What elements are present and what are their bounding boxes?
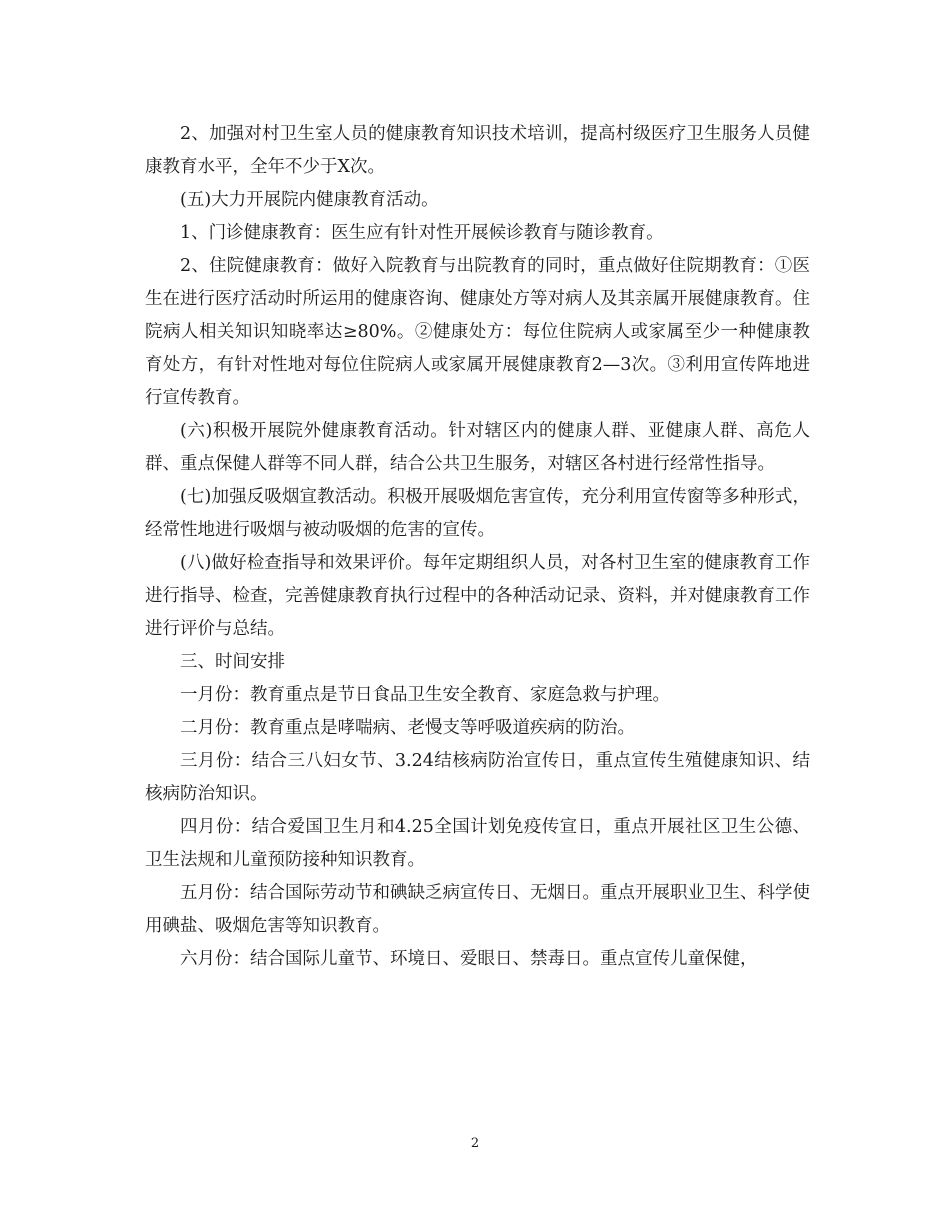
section-heading: 三、时间安排 (180, 652, 285, 672)
paragraph: 2、加强对村卫生室人员的健康教育知识技术培训，提高村级医疗卫生服务人员健康教育水平，全年不少于X次。 (145, 124, 810, 177)
paragraph: 六月份：结合国际儿童节、环境日、爱眼日、禁毒日。重点宣传儿童保健， (180, 949, 758, 969)
paragraph: 五月份：结合国际劳动节和碘缺乏病宣传日、无烟日。重点开展职业卫生、科学使用碘盐、吸烟危害等知识教育。 (145, 883, 810, 936)
page-number: 2 (470, 1136, 480, 1151)
paragraph: 三月份：结合三八妇女节、3.24结核病防治宣传日，重点宣传生殖健康知识、结核病防治知识。 (145, 751, 810, 804)
paragraph: (八)做好检查指导和效果评价。每年定期组织人员，对各村卫生室的健康教育工作进行指导、检查，完善健康教育执行过程中的各种活动记录、资料，并对健康教育工作进行评价与总结。 (145, 553, 810, 639)
paragraph: 1、门诊健康教育：医生应有针对性开展候诊教育与随诊教育。 (180, 223, 664, 243)
paragraph: 一月份：教育重点是节日食品卫生安全教育、家庭急救与护理。 (180, 685, 670, 705)
paragraph: (六)积极开展院外健康教育活动。针对辖区内的健康人群、亚健康人群、高危人群、重点保健人群等不同人群，结合公共卫生服务，对辖区各村进行经常性指导。 (145, 421, 810, 474)
paragraph: 2、住院健康教育：做好入院教育与出院教育的同时，重点做好住院期教育：①医生在进行医疗活动时所运用的健康咨询、健康处方等对病人及其亲属开展健康教育。住院病人相关知识知晓率达≥80%。②健康处方：每位住院病人或家属至少一种健康教育处方，有针对性地对每位住院病人或家属开展健康教育2—3次。③利用宣传阵地进行宣传教育。 (145, 256, 810, 408)
document-body (145, 118, 810, 976)
paragraph: (五)大力开展院内健康教育活动。 (180, 190, 439, 210)
paragraph: (七)加强反吸烟宣教活动。积极开展吸烟危害宣传，充分利用宣传窗等多种形式，经常性地进行吸烟与被动吸烟的危害的宣传。 (145, 487, 810, 540)
paragraph: 四月份：结合爱国卫生月和4.25全国计划免疫传宣日，重点开展社区卫生公德、卫生法规和儿童预防接种知识教育。 (145, 817, 810, 870)
paragraph: 二月份：教育重点是哮喘病、老慢支等呼吸道疾病的防治。 (180, 718, 635, 738)
